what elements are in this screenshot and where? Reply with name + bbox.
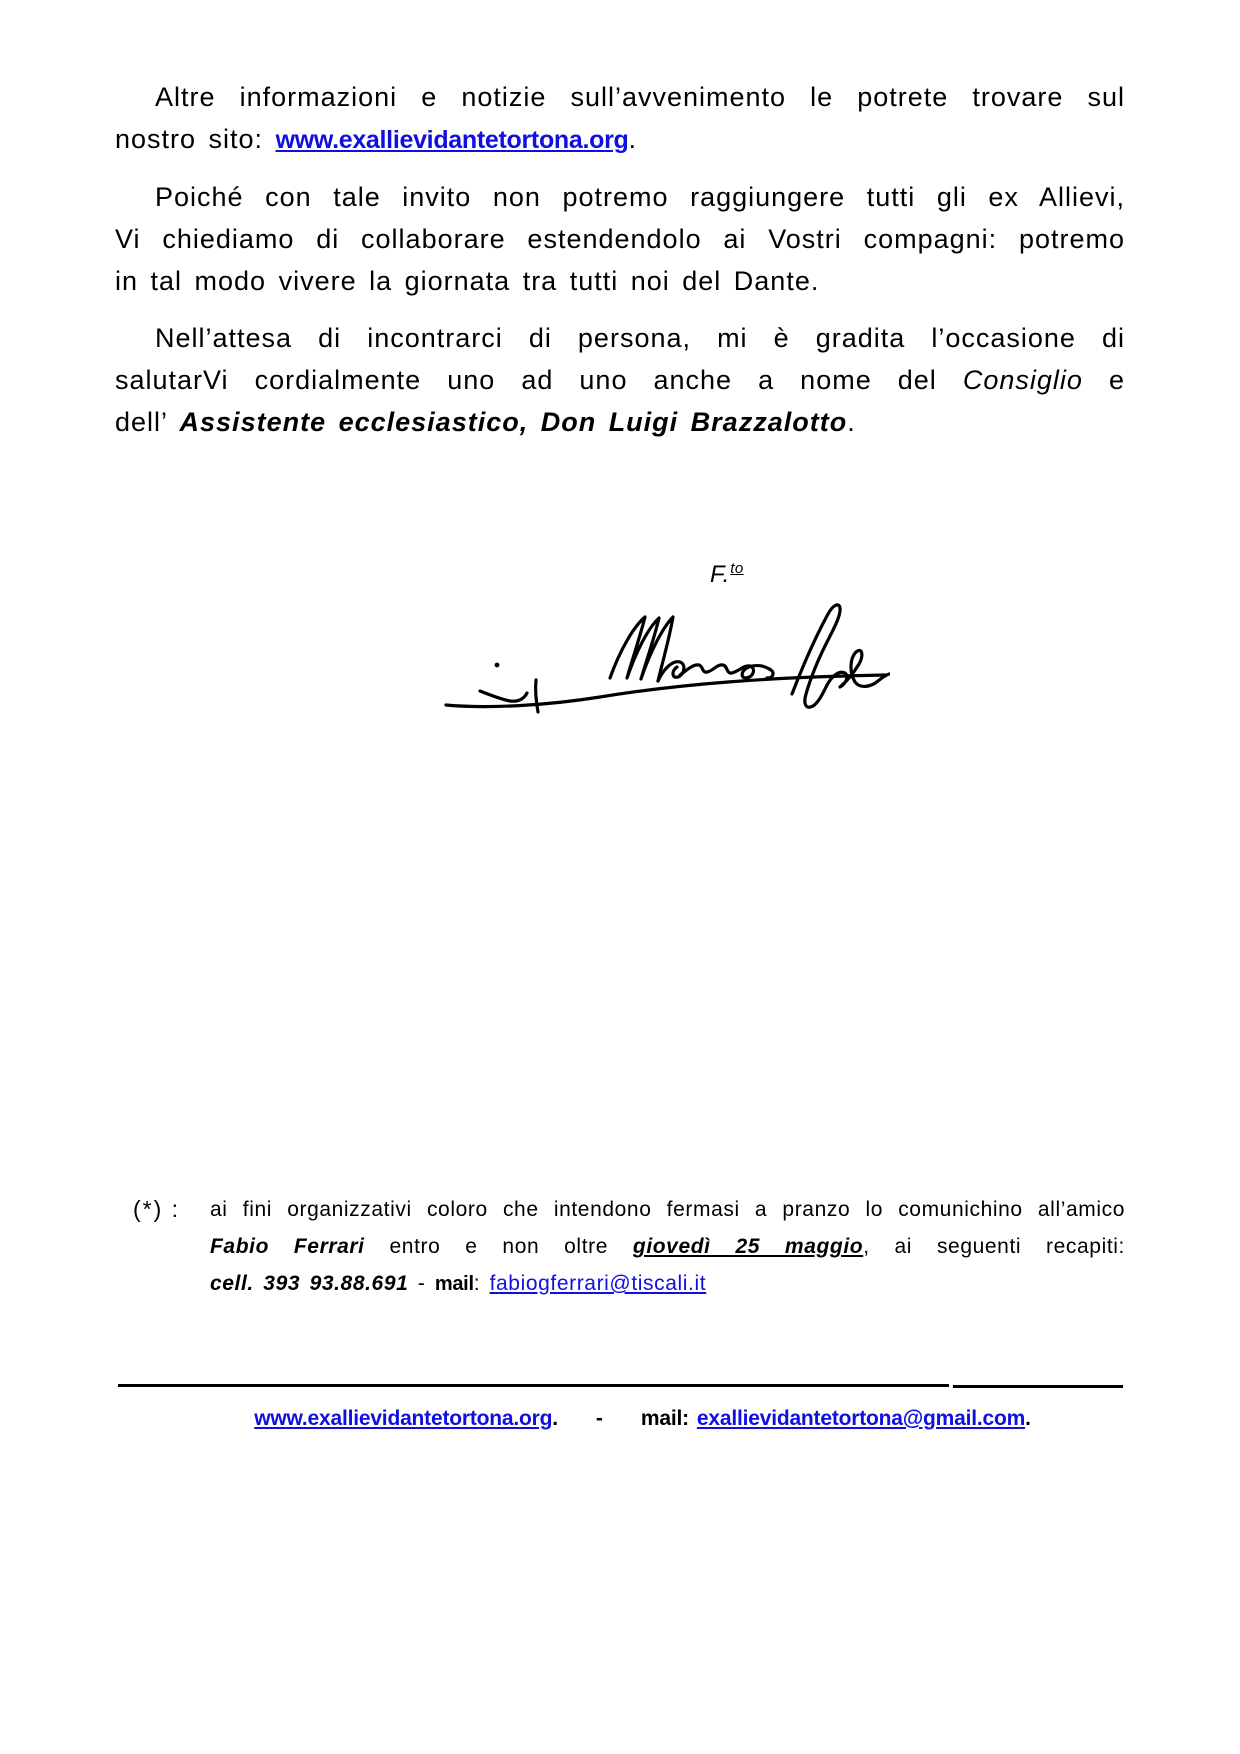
site-intro-text: nostro sito:: [115, 124, 276, 154]
footnote-text-mid: entro e non oltre: [364, 1235, 633, 1258]
comma: ,: [863, 1235, 870, 1258]
paragraph-line: [115, 401, 1125, 443]
period: .: [1025, 1407, 1031, 1430]
paragraph-website-info: [115, 76, 1125, 161]
paragraph-line: [115, 359, 1125, 401]
footnote-line: ai fini organizzativi coloro che intendono fermasi a pranzo lo comunichino all’amico: [210, 1198, 1125, 1221]
paragraph-line: Nell’attesa di incontrarci di persona, mi è gradita l’occasione di: [155, 323, 1125, 353]
footer-website-link[interactable]: www.exallievidantetortona.org: [254, 1407, 553, 1430]
period: .: [847, 407, 856, 437]
dash: -: [408, 1272, 435, 1295]
consiglio-italic: Consiglio: [962, 365, 1083, 395]
paragraph-line: in tal modo vivere la giornata tra tutti noi del Dante.: [115, 266, 820, 296]
marker-colon: :: [171, 1196, 181, 1222]
contact-name: Fabio Ferrari: [210, 1235, 365, 1258]
mail-colon: :: [473, 1272, 490, 1295]
footnote-text: [210, 1191, 1125, 1303]
phone-number: cell. 393 93.88.691: [210, 1272, 409, 1295]
deadline-date: giovedì 25 maggio: [632, 1235, 864, 1258]
page-footer: [115, 1404, 1125, 1434]
footer-dash: -: [595, 1407, 603, 1430]
greeting-text: salutarVi cordialmente uno ad uno anche a nome del: [115, 365, 963, 395]
asterisk-marker: (*): [133, 1196, 164, 1222]
footnote-text-end: ai seguenti recapiti:: [869, 1235, 1125, 1258]
fto-base: F.: [710, 561, 731, 588]
footnote-line: [210, 1228, 1125, 1265]
footer-divider: [118, 1384, 949, 1387]
website-link[interactable]: www.exallievidantetortona.org: [275, 126, 629, 154]
greeting-text: e: [1082, 365, 1125, 395]
paragraph-greetings: [115, 317, 1125, 443]
assistente-bold-italic: Assistente ecclesiastico, Don Luigi Brazzalotto: [179, 407, 848, 437]
paragraph-line: [115, 118, 1125, 161]
contact-email-link[interactable]: fabiogferrari@tiscali.it: [489, 1272, 707, 1295]
signed-abbreviation: [710, 560, 744, 589]
mail-label: mail: [434, 1273, 474, 1295]
letter-body: [115, 76, 1125, 458]
footnote-marker: [133, 1191, 210, 1303]
footer-divider: [953, 1385, 1123, 1388]
paragraph-line: Altre informazioni e notizie sull’avvenimento le potrete trovare sul: [155, 82, 1125, 112]
period: .: [628, 124, 638, 154]
paragraph-line: Vi chiediamo di collaborare estendendolo ai Vostri compagni: potremo: [115, 224, 1125, 254]
footnote: [133, 1191, 1125, 1303]
paragraph-invitation: [115, 176, 1125, 302]
greeting-text: dell’: [115, 407, 180, 437]
footer-email-link[interactable]: exallievidantetortona@gmail.com: [696, 1407, 1026, 1430]
handwritten-signature: [440, 592, 890, 717]
footer-mail-label: mail:: [640, 1407, 689, 1430]
fto-superscript: to: [730, 560, 744, 577]
paragraph-line: Poiché con tale invito non potremo raggiungere tutti gli ex Allievi,: [155, 182, 1125, 212]
footnote-line: [210, 1265, 1125, 1303]
period: .: [552, 1407, 558, 1430]
